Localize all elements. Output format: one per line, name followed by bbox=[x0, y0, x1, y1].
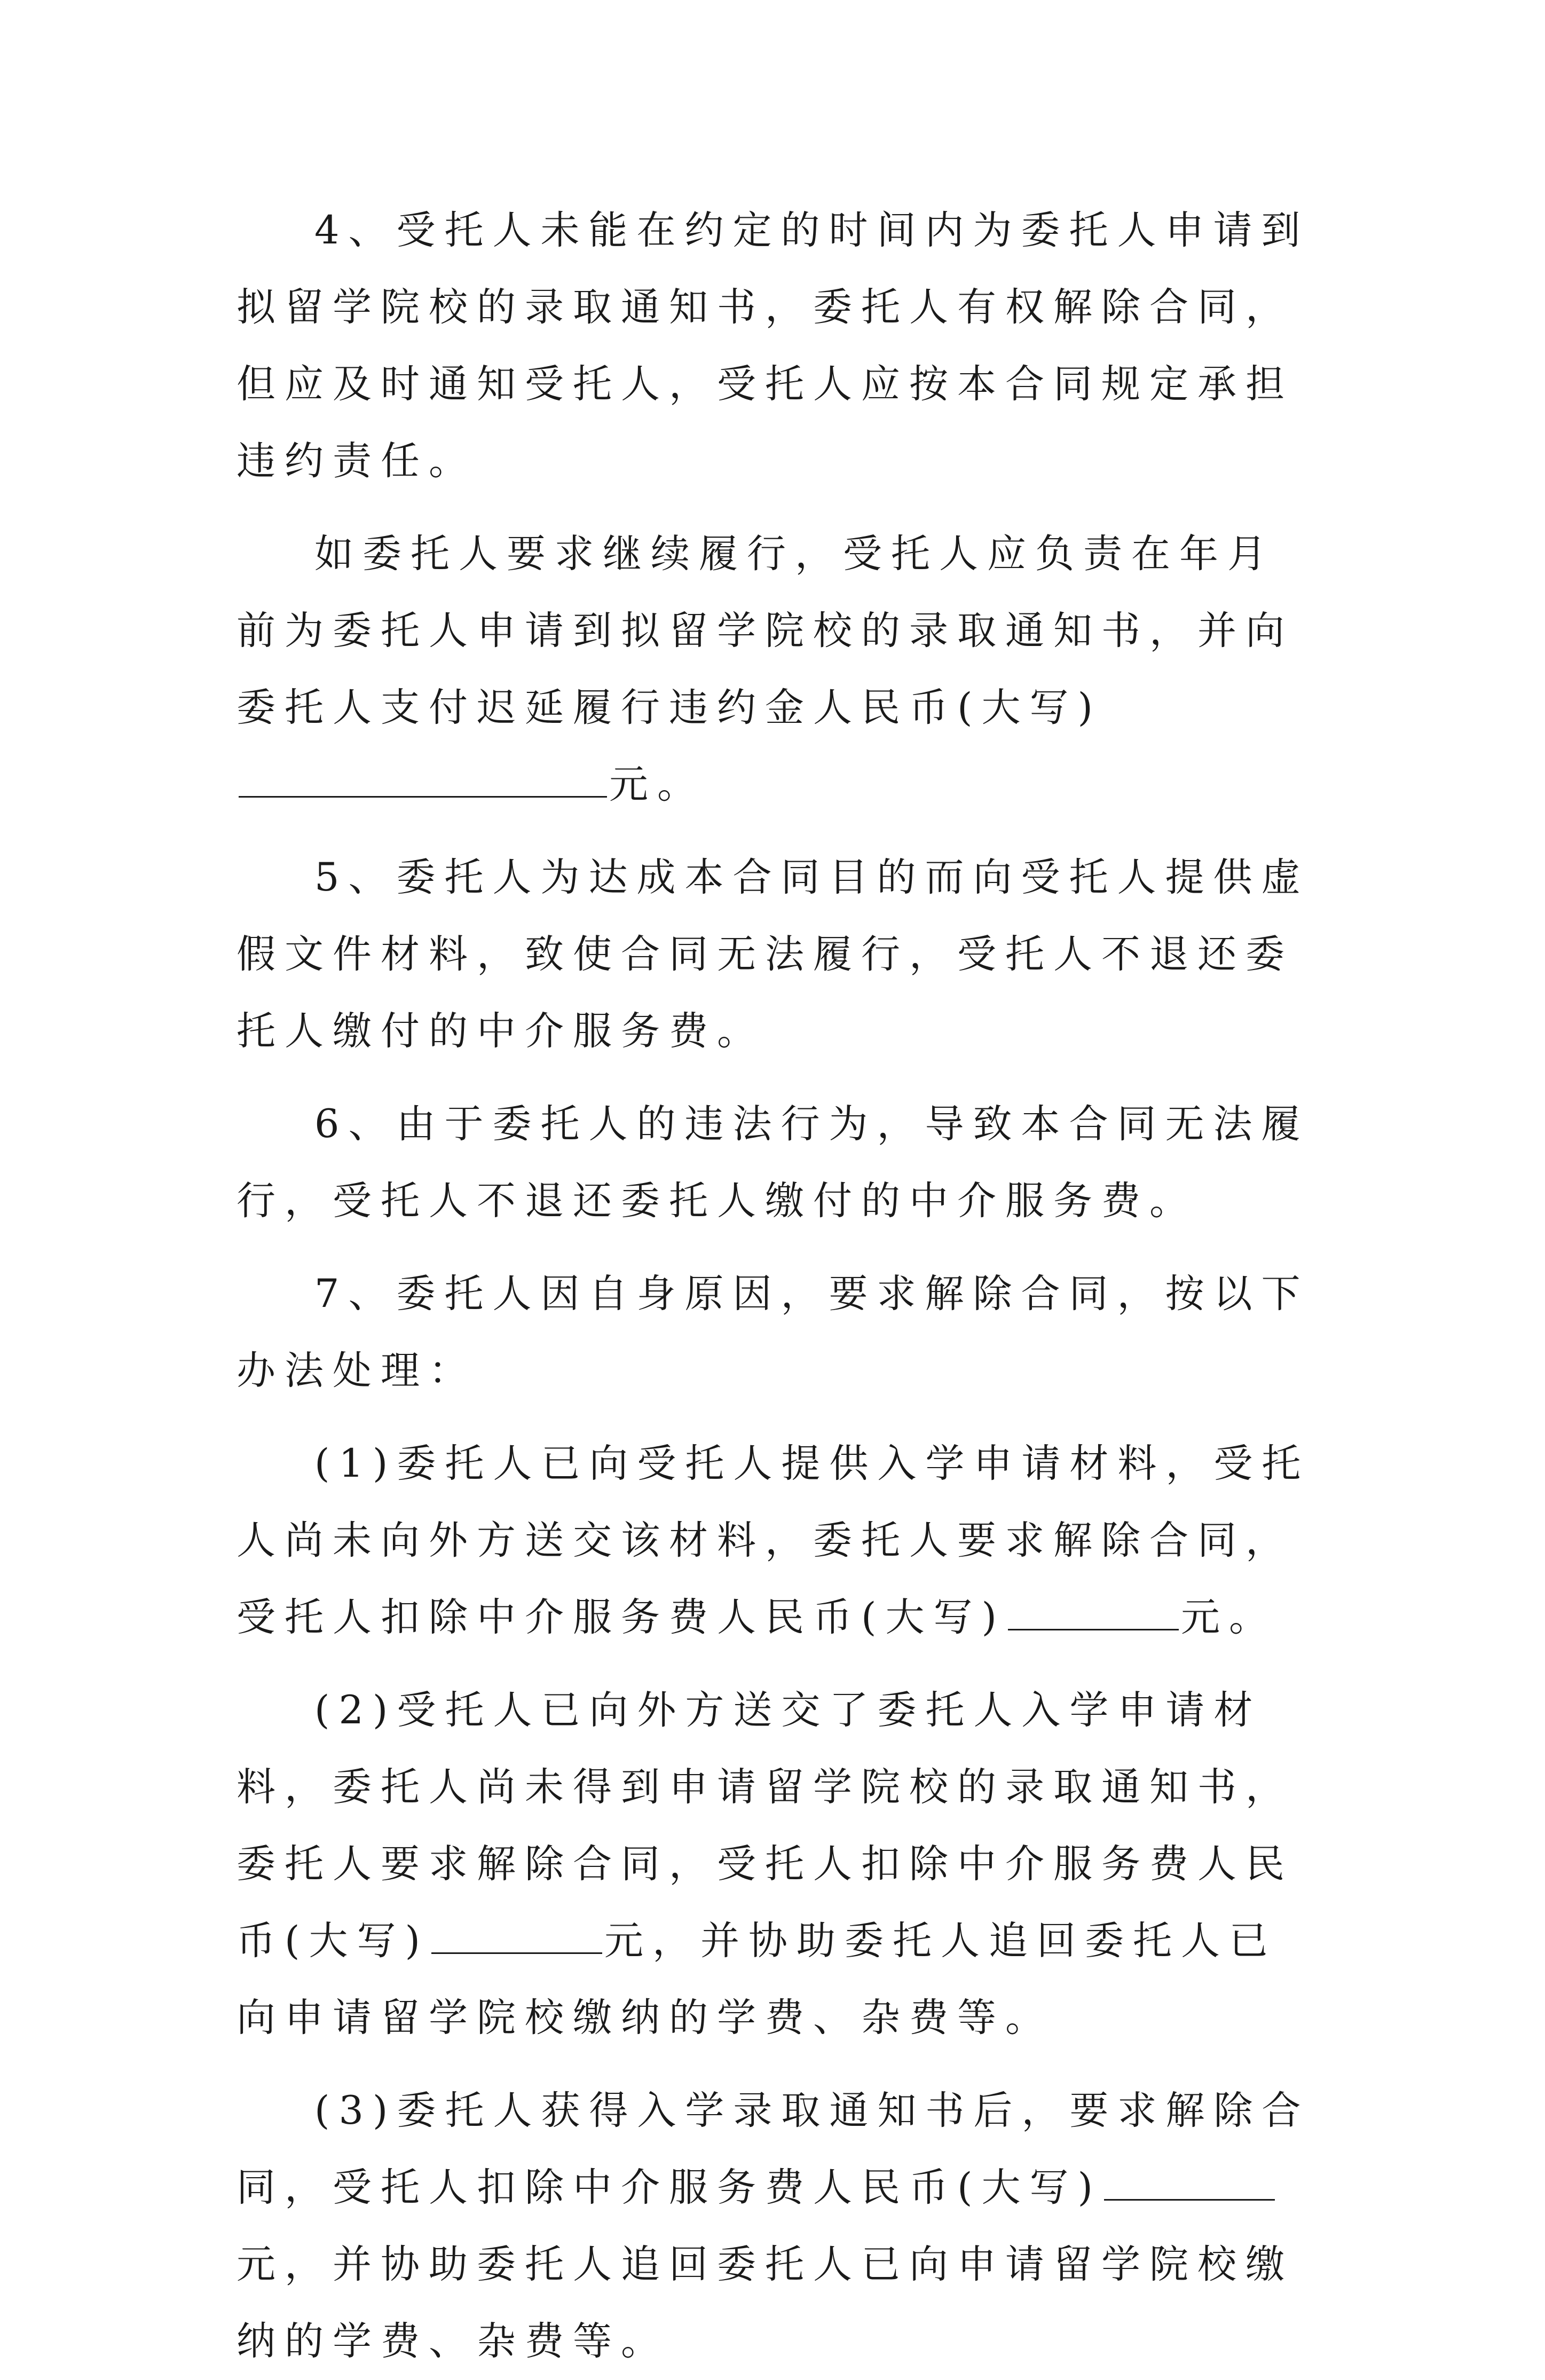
clause-7-item-1-text: (1)委托人已向受托人提供入学申请材料，受托人尚未向外方送交该材料，委托人要求解除合同，受托人扣除中介服务费人民币(大写) bbox=[237, 1441, 1310, 1640]
penalty-amount-blank[interactable] bbox=[239, 764, 607, 798]
clause-7-item-3-suffix: 元，并协助委托人追回委托人已向申请留学院校缴纳的学费、杂费等。 bbox=[237, 2242, 1294, 2364]
clause-7-item-3 bbox=[237, 2072, 1315, 2380]
clause-7-item-1-suffix: 元。 bbox=[1180, 1595, 1277, 1640]
clause-7-item-2 bbox=[237, 1672, 1315, 2056]
clause-5-text: 5、委托人为达成本合同目的而向受托人提供虚假文件材料，致使合同无法履行，受托人不退还委托人缴付的中介服务费。 bbox=[237, 855, 1310, 1054]
fee-amount-blank-2[interactable] bbox=[431, 1920, 602, 1954]
clause-7-item-1 bbox=[237, 1425, 1315, 1656]
clause-7 bbox=[237, 1256, 1315, 1409]
clause-7-item-2-text: (2)受托人已向外方送交了委托人入学申请材料，委托人尚未得到申请留学院校的录取通知书，委托人要求解除合同，受托人扣除中介服务费人民币(大写) bbox=[237, 1688, 1294, 1964]
clause-5 bbox=[237, 839, 1315, 1070]
clause-4 bbox=[237, 192, 1315, 500]
clause-7-item-3-text: (3)委托人获得入学录取通知书后，要求解除合同，受托人扣除中介服务费人民币(大写) bbox=[237, 2088, 1310, 2210]
clause-7-text: 7、委托人因自身原因，要求解除合同，按以下办法处理： bbox=[237, 1271, 1310, 1393]
clause-4-text: 4、受托人未能在约定的时间内为委托人申请到拟留学院校的录取通知书，委托人有权解除合同，但应及时通知受托人，受托人应按本合同规定承担违约责任。 bbox=[237, 208, 1310, 484]
contract-text bbox=[237, 192, 1315, 2380]
clause-4-continuation bbox=[237, 516, 1315, 823]
clause-4-continuation-suffix: 元。 bbox=[609, 762, 705, 807]
clause-7-item-2-suffix: 元，并协助委托人追回委托人已向申请留学院校缴纳的学费、杂费等。 bbox=[237, 1918, 1277, 2040]
fee-amount-blank-1[interactable] bbox=[1008, 1597, 1179, 1630]
clause-4-continuation-text: 如委托人要求继续履行，受托人应负责在年月前为委托人申请到拟留学院校的录取通知书，并向委托人支付迟延履行违约金人民币(大写) bbox=[237, 531, 1294, 730]
clause-6 bbox=[237, 1086, 1315, 1240]
clause-6-text: 6、由于委托人的违法行为，导致本合同无法履行，受托人不退还委托人缴付的中介服务费。 bbox=[237, 1101, 1310, 1224]
fee-amount-blank-3[interactable] bbox=[1104, 2167, 1275, 2201]
